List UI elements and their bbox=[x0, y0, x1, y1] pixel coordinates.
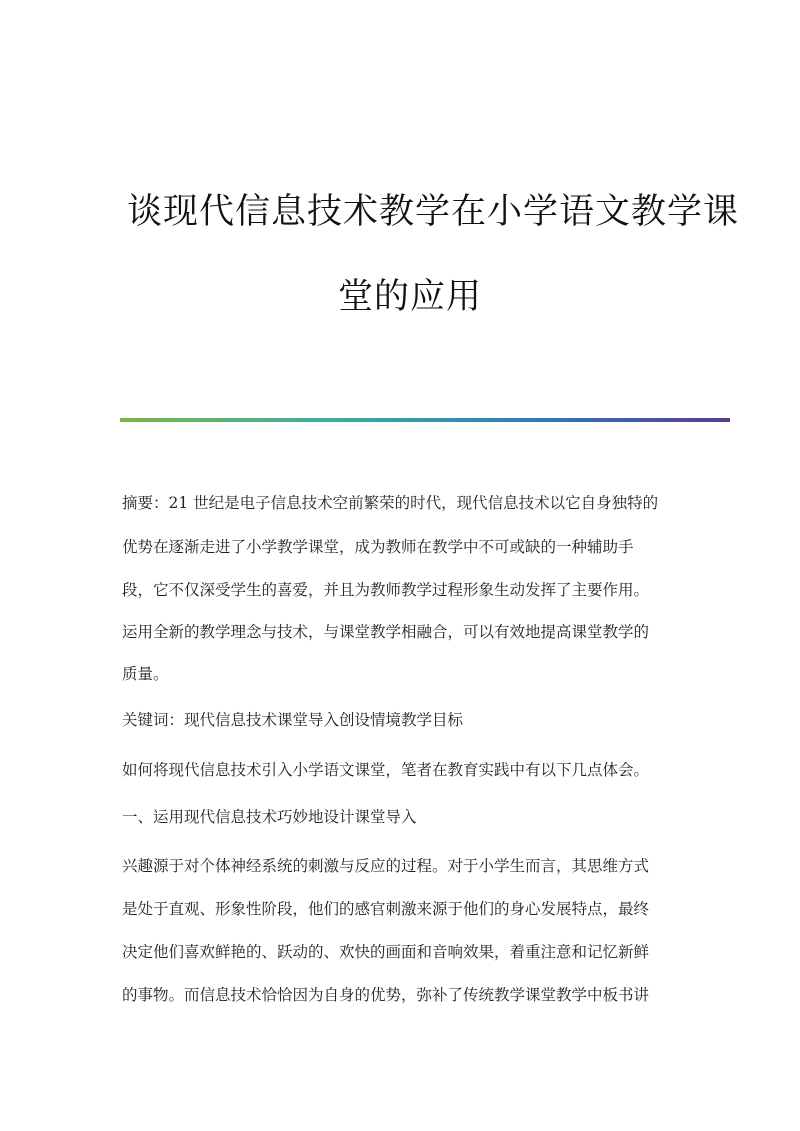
abstract-line-5: 质量。 bbox=[122, 665, 169, 683]
section-1-heading: 一、运用现代信息技术巧妙地设计课堂导入 bbox=[122, 808, 417, 826]
section-1-line-2: 是处于直观、形象性阶段，他们的感官刺激来源于他们的身心发展特点，最终 bbox=[122, 900, 650, 918]
gradient-divider bbox=[120, 418, 730, 422]
document-title-line-1: 谈现代信息技术教学在小学语文教学课 bbox=[127, 192, 740, 232]
section-1-line-1: 兴趣源于对个体神经系统的刺激与反应的过程。对于小学生而言，其思维方式 bbox=[122, 857, 650, 875]
keywords-line: 关键词：现代信息技术课堂导入创设情境教学目标 bbox=[122, 711, 464, 729]
abstract-line-2: 优势在逐渐走进了小学教学课堂，成为教师在教学中不可或缺的一种辅助手 bbox=[122, 538, 634, 556]
section-1-line-4: 的事物。而信息技术恰恰因为自身的优势，弥补了传统教学课堂教学中板书讲 bbox=[122, 986, 650, 1004]
abstract-line-4: 运用全新的教学理念与技术，与课堂教学相融合，可以有效地提高课堂教学的 bbox=[122, 623, 650, 641]
intro-line: 如何将现代信息技术引入小学语文课堂，笔者在教育实践中有以下几点体会。 bbox=[122, 761, 650, 779]
abstract-line-1: 摘要：21 世纪是电子信息技术空前繁荣的时代，现代信息技术以它自身独特的 bbox=[122, 494, 659, 512]
abstract-line-3: 段，它不仅深受学生的喜爱，并且为教师教学过程形象生动发挥了主要作用。 bbox=[122, 581, 650, 599]
section-1-line-3: 决定他们喜欢鲜艳的、跃动的、欢快的画面和音响效果，着重注意和记忆新鲜 bbox=[122, 943, 650, 961]
document-title-line-2: 堂的应用 bbox=[338, 277, 483, 317]
